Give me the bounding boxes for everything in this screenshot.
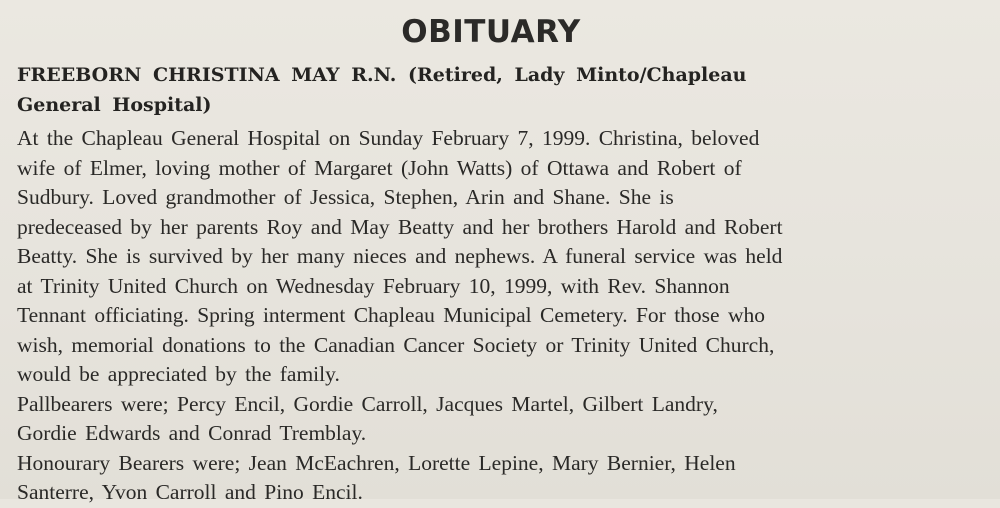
deceased-name-title: [17, 60, 917, 120]
body-line: At the Chapleau General Hospital on Sunday February 7, 1999. Christina, beloved: [17, 126, 760, 150]
body-line: at Trinity United Church on Wednesday February 10, 1999, with Rev. Shannon: [17, 273, 730, 298]
honourary-bearers-line: Honourary Bearers were; Jean McEachren, Lorette Lepine, Mary Bernier, Helen: [17, 450, 736, 475]
body-line: wish, memorial donations to the Canadian Cancer Society or Trinity United Church,: [17, 332, 775, 357]
subject-line-2: General Hospital): [17, 94, 212, 116]
body-line: Beatty. She is survived by her many nieces and nephews. A funeral service was held: [17, 244, 783, 268]
subject-line-1: FREEBORN CHRISTINA MAY R.N. (Retired, Lady Minto/Chapleau: [17, 64, 747, 86]
obituary-heading: OBITUARY: [401, 14, 581, 50]
body-line: predeceased by her parents Roy and May Beatty and her brothers Harold and Robert: [17, 214, 783, 239]
body-line: would be appreciated by the family.: [17, 362, 340, 386]
pallbearers-line: Gordie Edwards and Conrad Tremblay.: [17, 421, 367, 445]
body-line: Tennant officiating. Spring interment Chapleau Municipal Cemetery. For those who: [17, 303, 765, 327]
body-line: Sudbury. Loved grandmother of Jessica, Stephen, Arin and Shane. She is: [17, 185, 674, 209]
pallbearers-line: Pallbearers were; Percy Encil, Gordie Carroll, Jacques Martel, Gilbert Landry,: [17, 391, 718, 416]
body-line: wife of Elmer, loving mother of Margaret (John Watts) of Ottawa and Robert of: [17, 155, 742, 180]
obituary-body: [17, 124, 992, 508]
honourary-bearers-line: Santerre, Yvon Carroll and Pino Encil.: [17, 480, 363, 504]
